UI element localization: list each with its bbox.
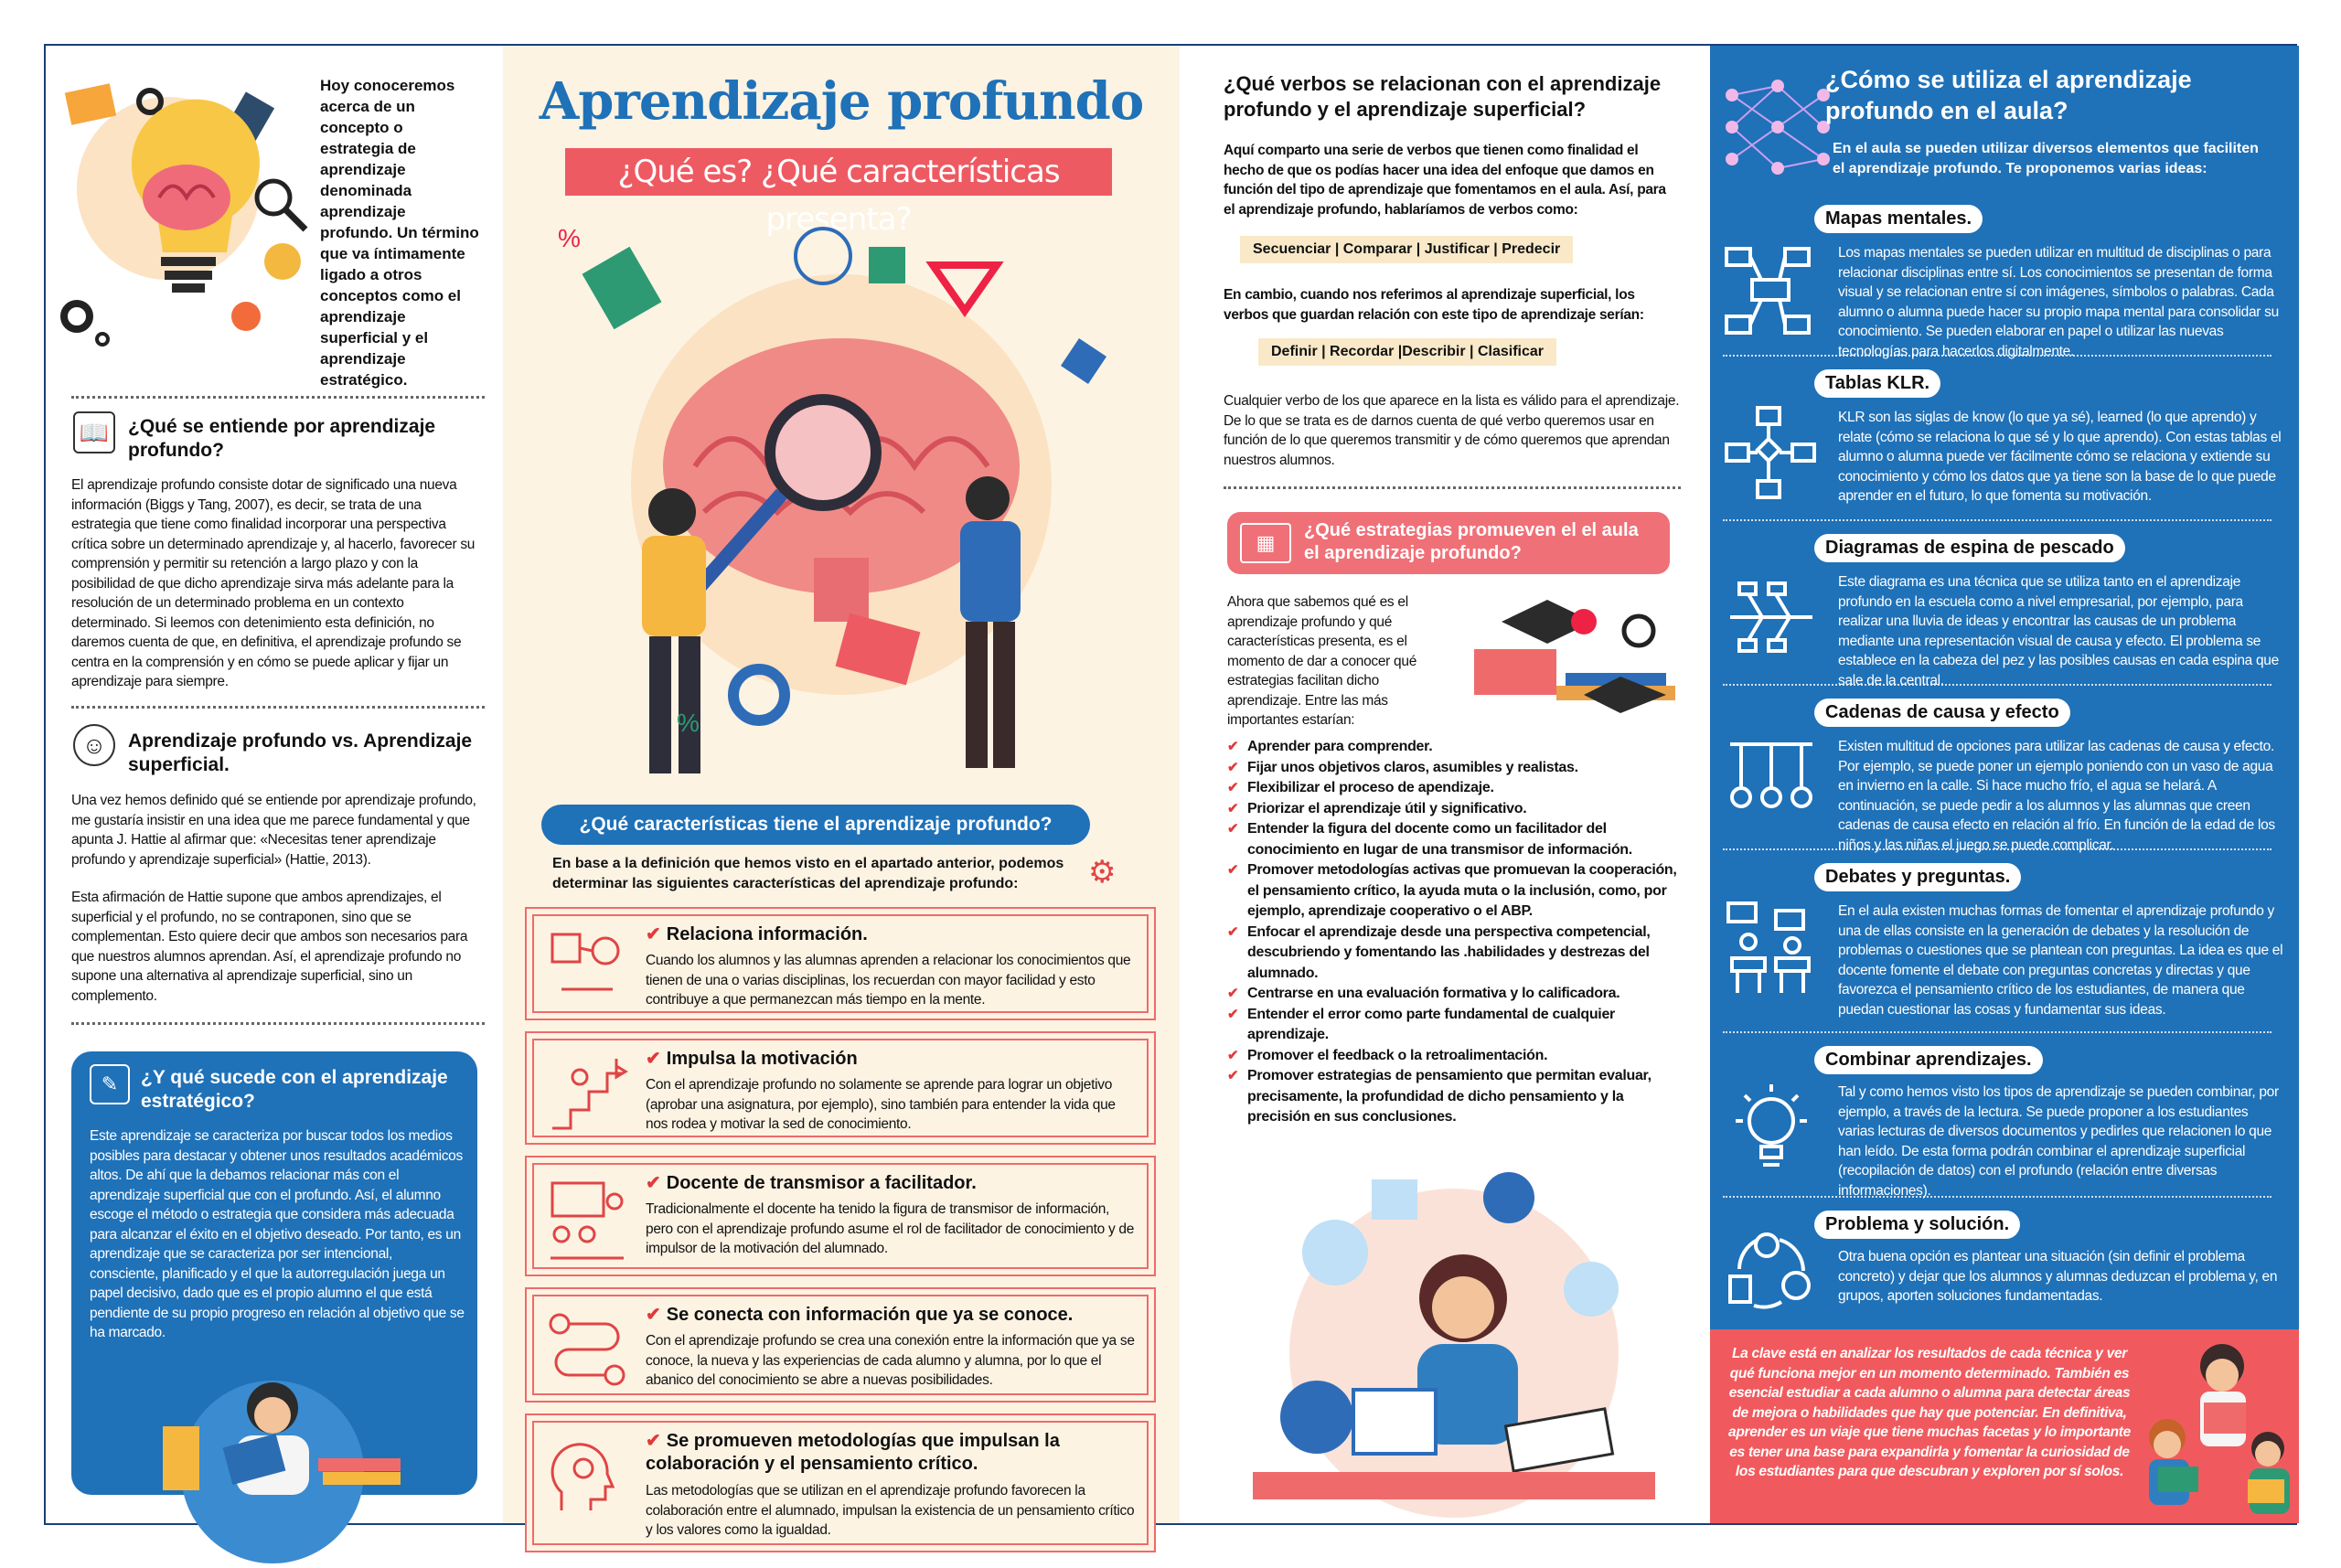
- card-title: ✔ Docente de transmisor a facilitador.: [646, 1173, 977, 1193]
- characteristic-card: [525, 1031, 1156, 1145]
- strategy-item: ✔ Fijar unos objetivos claros, asumibles y realistas.: [1227, 758, 1684, 779]
- strategy-item: ✔ Promover el feedback o la retroalimentación.: [1227, 1046, 1684, 1067]
- strategic-learning-box: [71, 1051, 477, 1495]
- flowchart-icon: [1721, 402, 1822, 503]
- characteristic-card: [525, 1156, 1156, 1276]
- head-icon: ☺: [73, 724, 115, 766]
- characteristic-card: [525, 907, 1156, 1020]
- mind-map-icon: [1721, 240, 1822, 340]
- section-title-vs: Aprendizaje profundo vs. Aprendizaje superficial.: [128, 731, 473, 775]
- lightbulb-brain-illustration: [49, 60, 351, 362]
- card-text: Cuando los alumnos y las alumnas aprenden a relacionar los conocimientos que tienen de una o varias disciplinas, los recuerdan con mayor facilidad y esto contribuye a que permanezcan más tiempo en la mente.: [646, 953, 1131, 1008]
- strategic-text: Este aprendizaje se caracteriza por buscar todos los medios posibles para destacar y obtener unos resultados académicos altos. De ahí que la debamos relacionar más con el aprendizaje superficial que con el profundo. Así, el alumno escoge el método o estrategia que considera más adecuada para alcanzar el éxito en el objetivo deseado. Por tanto, es un aprendizaje que se caracteriza por ser intencional, consciente, planificado y el que la autorregulación juega un papel decisivo, dado que es el propio alumno el que está pendiente de su propio progreso en relación al objetivo que se ha marcado.: [90, 1128, 465, 1340]
- strategy-item: ✔ Centrarse en una evaluación formativa y lo calificadora.: [1227, 984, 1684, 1005]
- strategy-item: ✔ Promover estrategias de pensamiento que permitan evaluar, precisamente, la profundidad de dicho pensamiento y la precisión en sus conclusiones.: [1227, 1066, 1684, 1128]
- idea-tag-klr: Tablas KLR.: [1814, 369, 1940, 398]
- connect-info-icon: [543, 925, 631, 1013]
- column-main: [503, 46, 1180, 1538]
- divider: [1723, 519, 2272, 521]
- strategy-item: ✔ Flexibilizar el proceso de apendizaje.: [1227, 778, 1684, 799]
- column-verbs-strategies: [1180, 46, 1710, 1523]
- card-title: ✔ Impulsa la motivación: [646, 1049, 858, 1069]
- idea-text: Los mapas mentales se pueden utilizar en multitud de disciplinas o para relacionar disciplinas entre sí. Los conocimientos se presentan de forma visual y se relacionan entre sí con imágenes, símbolos o palabras. Cada alumno o alumna puede hacer su propio mapa mental para consolidar su conocimiento. Se pueden elaborar en papel o utilizar las nuevas tecnologías para hacerlos digitalmente.: [1838, 245, 2279, 359]
- graduation-books-illustration: [1465, 585, 1684, 722]
- book-icon: 📖: [73, 411, 115, 453]
- card-title: ✔ Se promueven metodologías que impulsan la colaboración y el pensamiento crítico.: [646, 1431, 1060, 1474]
- idea-tag-combine: Combinar aprendizajes.: [1814, 1046, 2043, 1074]
- definition-text: El aprendizaje profundo consiste dotar de significado una nueva información (Biggs y Tang, 2007), es decir, se trata de una estrategia que tiene como finalidad incorporar una perspectiva crítica sobre un determinado aprendizaje y, al hacerlo, favorecer su comprensión y permitir su retención a largo plazo y con la posibilidad de que dicho aprendizaje sirva más adelante para la resolución de un determinado problema en un contexto determinado. Si leemos con detenimiento esta definición, no daremos cuenta de que, en definitiva, el aprendizaje profundo se centra en la comprensión y en cómo se puede aplicar y fijar un aprendizaje para siempre.: [71, 477, 476, 689]
- characteristic-card: [525, 1413, 1156, 1552]
- page-title: Aprendizaje profundo: [539, 71, 1144, 132]
- strategy-board-icon: ✎: [90, 1064, 130, 1104]
- checkmark-icon: ✔: [646, 1173, 661, 1193]
- section-title-strategic: ¿Y qué sucede con el aprendizaje estratégico?: [141, 1067, 448, 1112]
- vs-text-1: Una vez hemos definido qué se entiende por aprendizaje profundo, me gustaría insistir en una idea que me parece fundamental y que apunta J. Hattie al afirmar que: «Necesitas tener aprendizaje profundo y aprendizaje superficial» (Hattie, 2013).: [71, 793, 476, 868]
- neural-network-icon: [1723, 77, 1833, 177]
- student-studying-illustration: [1235, 1143, 1673, 1509]
- cause-effect-chain-icon: [1721, 731, 1822, 832]
- card-title: ✔ Relaciona información.: [646, 924, 868, 944]
- svg-text:%: %: [677, 709, 700, 737]
- idea-tag-mind-maps: Mapas mentales.: [1814, 205, 1983, 233]
- idea-tag-cause-effect: Cadenas de causa y efecto: [1814, 699, 2070, 727]
- verbs-note: Cualquier verbo de los que aparece en la lista es válido para el aprendizaje. De lo que se trata es de darnos cuenta de qué verbo queremos usar en función de lo que queremos transmitir y de cómo queremos que aprendan nuestros alumnos.: [1224, 393, 1680, 468]
- card-text: Con el aprendizaje profundo no solamente se aprende para lograr un objetivo (aprobar una asignatura, por ejemplo), sino también para entender la vida que nos rodea y motivar la sed de conocimiento.: [646, 1077, 1116, 1132]
- idea-text: Este diagrama es una técnica que se utiliza tanto en el aprendizaje profundo en la escuela como a nivel empresarial, por ejemplo, para realizar una lluvia de ideas y encontrar las causas de un problema mediante una representación visual de causa y efecto. El problema se establece en la cabeza del pez y las posibles causas en cada espina que sale de la central.: [1838, 574, 2279, 688]
- idea-text: Tal y como hemos visto los tipos de aprendizaje se pueden combinar, por ejemplo, a través de la lectura. Se puede proponer a los estudiantes varias lecturas de diversos documentos y pedirles que relacionen lo que han leído. De esta forma podrán combinar el aprendizaje superficial (recopilación de datos) con el profundo (relación entre diversas informaciones).: [1838, 1084, 2279, 1199]
- divider: [1224, 486, 1681, 489]
- section-title-definition: ¿Qué se entiende por aprendizaje profundo?: [128, 416, 436, 461]
- strategies-list: [1227, 737, 1684, 1128]
- page-subtitle: ¿Qué es? ¿Qué características presenta?: [565, 148, 1112, 196]
- divider: [71, 1022, 485, 1025]
- strategy-item: ✔ Enfocar el aprendizaje desde una perspectiva competencial, descubriendo y fomentando las .habilidades y destrezas del alumnado.: [1227, 923, 1684, 985]
- classroom-use-intro: En el aula se pueden utilizar diversos elementos que faciliten el aprendizaje profundo. Te proponemos varias ideas:: [1833, 141, 2259, 176]
- surface-intro: En cambio, cuando nos referimos al aprendizaje superficial, los verbos que guardan relación con este tipo de aprendizaje serían:: [1224, 287, 1644, 323]
- strategy-item: ✔ Promover metodologías activas que promuevan la cooperación, el pensamiento crítico, la ayuda muta o la inclusión, como, por ejemplo, aprendizaje cooperativo o el ABP.: [1227, 860, 1684, 923]
- column-classroom-use: [1710, 46, 2299, 1523]
- verbs-question-title: ¿Qué verbos se relacionan con el aprendizaje profundo y el aprendizaje superficial?: [1224, 72, 1662, 121]
- divider: [1723, 848, 2272, 850]
- fishbone-diagram-icon: [1721, 567, 1822, 667]
- intro-text: Hoy conoceremos acerca de un concepto o estrategia de aprendizaje denominada aprendizaje profundo. Un término que va íntimamente ligado a otros conceptos como el aprendizaje superficial y el aprendizaje estratégico.: [320, 77, 479, 389]
- section-pill-characteristics: ¿Qué características tiene el aprendizaje profundo?: [541, 805, 1090, 845]
- conclusion-box: [1710, 1329, 2299, 1523]
- students-reading-illustration: [2131, 1329, 2299, 1523]
- checkmark-icon: ✔: [646, 1049, 661, 1069]
- column-intro: [46, 46, 503, 1523]
- divider: [1723, 1031, 2272, 1033]
- divider: [71, 706, 485, 709]
- checkmark-icon: ✔: [646, 1305, 661, 1325]
- strategies-header: [1227, 512, 1670, 574]
- strategy-item: ✔ Priorizar el aprendizaje útil y significativo.: [1227, 799, 1684, 820]
- divider: [71, 396, 485, 399]
- strategies-intro: Ahora que sabemos qué es el aprendizaje profundo y qué características presenta, es el momento de dar a conocer qué estrategias facilitan dicho aprendizaje. Entre las más importantes estarían:: [1227, 594, 1417, 728]
- verbs-intro: Aquí comparto una serie de verbos que tienen como finalidad el hecho de que os podías hacer una idea del enfoque que damos en función del tipo de aprendizaje que fomentamos en el aula. Así, para el aprendizaje profundo, hablaríamos de verbos como:: [1224, 143, 1666, 218]
- card-text: Tradicionalmente el docente ha tenido la figura de transmisor de información, pero con el aprendizaje profundo asume el rol de facilitador de conocimiento y de impulsor de la motivación del alumnado.: [646, 1201, 1135, 1256]
- deep-verbs-list: Secuenciar | Comparar | Justificar | Predecir: [1240, 236, 1573, 263]
- vs-text-2: Esta afirmación de Hattie supone que ambos aprendizajes, el superficial y el profundo, no se contraponen, sino que se complementan. Esto quiere decir que ambos son necesarios para que nuestros alumnos aprendan. Así, el aprendizaje profundo no supone una alternativa al aprendizaje superficial, sino un complemento.: [71, 890, 468, 1004]
- characteristic-card: [525, 1287, 1156, 1403]
- classroom-use-title: ¿Cómo se utiliza el aprendizaje profundo en el aula?: [1825, 66, 2192, 124]
- classroom-icon: ▦: [1240, 523, 1291, 563]
- divider: [1723, 684, 2272, 686]
- idea-tag-debates: Debates y preguntas.: [1814, 863, 2021, 891]
- motivation-stairs-icon: [543, 1050, 631, 1137]
- checkmark-icon: ✔: [646, 924, 661, 944]
- idea-tag-problem-solution: Problema y solución.: [1814, 1211, 2020, 1239]
- debate-people-icon: [1721, 898, 1822, 998]
- idea-text: En el aula existen muchas formas de fomentar el aprendizaje profundo y una de ellas consiste en la generación de debates y la resolución de problemas o cuestiones que se plantean con preguntas. La idea es que el docente fomente el debate con preguntas concretas y directas y que favorezca el pensamiento crítico de los estudiantes, de manera que puedan cuestionar las cosas y fundamentar sus ideas.: [1838, 903, 2283, 1018]
- gear-icon: ⚙: [1088, 855, 1117, 890]
- brain-magnifier-illustration: [540, 210, 1143, 795]
- head-gears-icon: [543, 1432, 631, 1520]
- checkmark-icon: ✔: [646, 1431, 661, 1451]
- divider: [1723, 1196, 2272, 1198]
- card-text: Las metodologías que se utilizan en el aprendizaje profundo favorecen la colaboración entre el alumnado, impulsan la existencia de un pensamiento crítico y los valores como la igualdad.: [646, 1483, 1135, 1538]
- card-text: Con el aprendizaje profundo se crea una conexión entre la información que ya se conoce, la nueva y las experiencias de cada alumno y alumna, por lo que el abanico del conocimiento se abre a nuevas posibilidades.: [646, 1333, 1135, 1388]
- strategy-item: ✔ Entender la figura del docente como un facilitador del conocimiento en lugar de una transmisor de información.: [1227, 819, 1684, 860]
- strategy-item: ✔ Entender el error como parte fundamental de cualquier aprendizaje.: [1227, 1005, 1684, 1046]
- idea-text: KLR son las siglas de know (lo que ya sé), learned (lo que aprendo) y relate (cómo se relaciona lo que sé y lo que aprendo). Con estas tablas el alumno o alumna puede ver fácilmente cómo se relaciona y extiende su conocimiento y cómo los datos que ya tiene son la base de lo que puede aprender en el futuro, lo que fomenta su motivación.: [1838, 410, 2282, 504]
- strategies-title: ¿Qué estrategias promueven el el aula el aprendizaje profundo?: [1304, 520, 1639, 563]
- lightbulb-icon: [1721, 1079, 1822, 1179]
- surface-verbs-list: Definir | Recordar |Describir | Clasificar: [1258, 338, 1556, 366]
- idea-tag-fishbone: Diagramas de espina de pescado: [1814, 534, 2125, 562]
- divider: [1723, 355, 2272, 357]
- card-title: ✔ Se conecta con información que ya se conoce.: [646, 1305, 1074, 1325]
- infographic: [44, 44, 2297, 1538]
- strategy-item: ✔ Aprender para comprender.: [1227, 737, 1684, 758]
- idea-text: Existen multitud de opciones para utilizar las cadenas de causa y efecto. Por ejemplo, se puede poner un ejemplo poniendo con un vaso de agua en invierno en la calle. Si hace mucho frío, el agua se helará. A continuación, se puede pedir a los alumnos y las alumnas que creen cadenas de causa efecto en relación al frío. En función de la edad de los niños y las niñas el juego se puede complicar.: [1838, 739, 2275, 853]
- student-reading-illustration: [135, 1371, 410, 1495]
- svg-text:%: %: [558, 224, 581, 252]
- characteristics-lead: En base a la definición que hemos visto en el apartado anterior, podemos determinar las siguientes características del aprendizaje profundo:: [552, 856, 1064, 891]
- idea-text: Otra buena opción es plantear una situación (sin definir el problema concreto) y dejar que los alumnos y alumnas deduzcan el problema y, en grupos, aporten soluciones fundamentadas.: [1838, 1249, 2278, 1304]
- problem-solution-cycle-icon: [1721, 1225, 1822, 1313]
- process-flow-icon: [543, 1306, 631, 1393]
- conclusion-text: La clave está en analizar los resultados de cada técnica y ver qué funciona mejor en un momento determinado. También es esencial estudiar a cada alumno o alumna para detectar áreas de mejora o habilidades que hay que potenciar. En definitiva, aprender es un viaje que tiene muchas facetas y lo importante es tener una base para expandirla y fomentar la curiosidad de los estudiantes para que descubran y exploren por sí solos.: [1728, 1346, 2131, 1479]
- teacher-classroom-icon: [543, 1174, 631, 1262]
